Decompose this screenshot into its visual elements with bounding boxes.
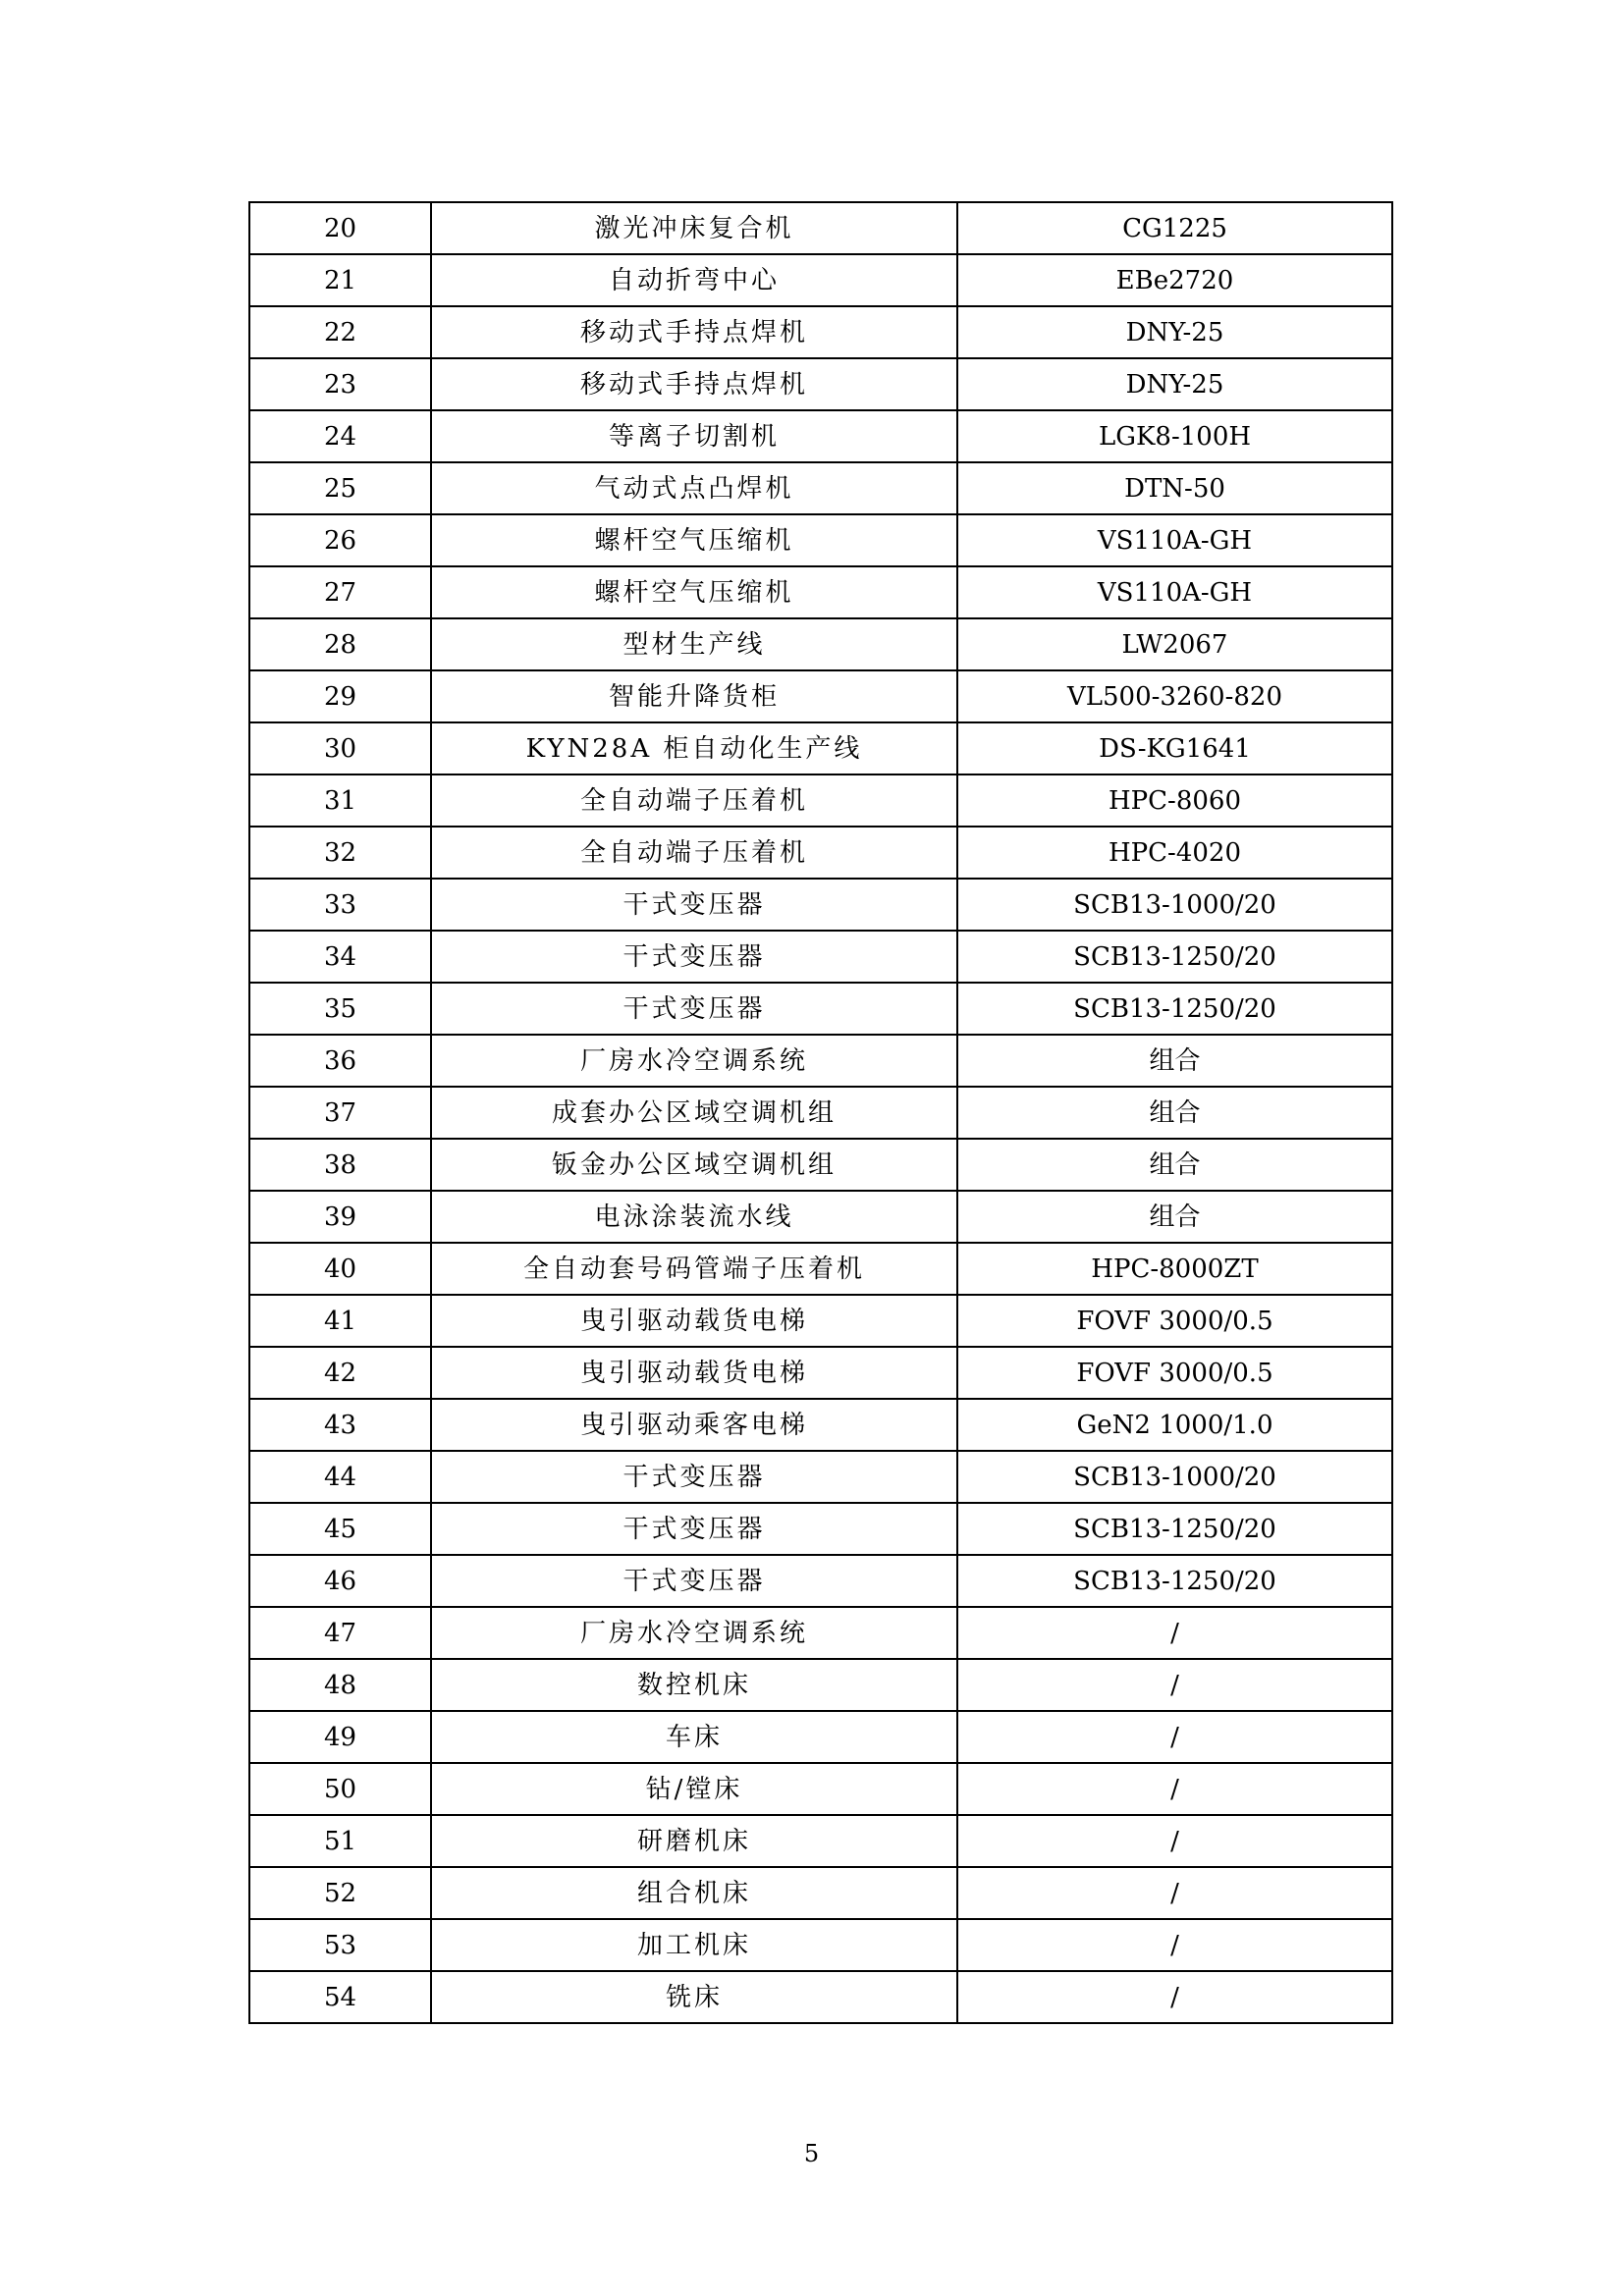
equipment-table-body	[249, 202, 1392, 2023]
equipment-name-cell: 干式变压器	[431, 1451, 957, 1503]
row-number-cell: 23	[249, 358, 431, 410]
model-cell: DNY-25	[957, 358, 1392, 410]
row-number-cell: 33	[249, 879, 431, 931]
equipment-name-cell: 研磨机床	[431, 1815, 957, 1867]
table-row	[249, 462, 1392, 514]
row-number-cell: 35	[249, 983, 431, 1035]
model-cell: VL500-3260-820	[957, 670, 1392, 722]
row-number-cell: 30	[249, 722, 431, 774]
table-row	[249, 1867, 1392, 1919]
row-number-cell: 32	[249, 827, 431, 879]
row-number-cell: 45	[249, 1503, 431, 1555]
table-row	[249, 774, 1392, 827]
model-cell: 组合	[957, 1087, 1392, 1139]
table-row	[249, 1191, 1392, 1243]
equipment-name-cell: 钻/镗床	[431, 1763, 957, 1815]
equipment-name-cell: 干式变压器	[431, 1503, 957, 1555]
row-number-cell: 40	[249, 1243, 431, 1295]
equipment-table	[248, 201, 1393, 2024]
row-number-cell: 22	[249, 306, 431, 358]
model-cell: LGK8-100H	[957, 410, 1392, 462]
table-row	[249, 1815, 1392, 1867]
model-cell: DTN-50	[957, 462, 1392, 514]
table-row	[249, 1035, 1392, 1087]
table-row	[249, 1347, 1392, 1399]
model-cell: /	[957, 1711, 1392, 1763]
table-row	[249, 618, 1392, 670]
equipment-name-cell: 激光冲床复合机	[431, 202, 957, 254]
table-row	[249, 1659, 1392, 1711]
model-cell: DNY-25	[957, 306, 1392, 358]
row-number-cell: 27	[249, 566, 431, 618]
row-number-cell: 50	[249, 1763, 431, 1815]
row-number-cell: 31	[249, 774, 431, 827]
model-cell: CG1225	[957, 202, 1392, 254]
model-cell: /	[957, 1971, 1392, 2023]
table-row	[249, 1711, 1392, 1763]
model-cell: /	[957, 1867, 1392, 1919]
equipment-name-cell: 干式变压器	[431, 931, 957, 983]
row-number-cell: 21	[249, 254, 431, 306]
equipment-name-cell: 干式变压器	[431, 1555, 957, 1607]
equipment-name-cell: 钣金办公区域空调机组	[431, 1139, 957, 1191]
table-row	[249, 1555, 1392, 1607]
model-cell: /	[957, 1815, 1392, 1867]
table-row	[249, 514, 1392, 566]
table-row	[249, 1503, 1392, 1555]
equipment-name-cell: 加工机床	[431, 1919, 957, 1971]
equipment-name-cell: 组合机床	[431, 1867, 957, 1919]
row-number-cell: 47	[249, 1607, 431, 1659]
equipment-name-cell: 等离子切割机	[431, 410, 957, 462]
table-row	[249, 254, 1392, 306]
model-cell: SCB13-1250/20	[957, 1503, 1392, 1555]
model-cell: SCB13-1250/20	[957, 1555, 1392, 1607]
equipment-name-cell: 型材生产线	[431, 618, 957, 670]
row-number-cell: 43	[249, 1399, 431, 1451]
equipment-name-cell: 螺杆空气压缩机	[431, 566, 957, 618]
equipment-name-cell: KYN28A 柜自动化生产线	[431, 722, 957, 774]
equipment-name-cell: 全自动端子压着机	[431, 774, 957, 827]
equipment-name-cell: 厂房水冷空调系统	[431, 1607, 957, 1659]
model-cell: HPC-8000ZT	[957, 1243, 1392, 1295]
model-cell: LW2067	[957, 618, 1392, 670]
table-row	[249, 410, 1392, 462]
model-cell: FOVF 3000/0.5	[957, 1295, 1392, 1347]
row-number-cell: 37	[249, 1087, 431, 1139]
model-cell: /	[957, 1919, 1392, 1971]
row-number-cell: 25	[249, 462, 431, 514]
model-cell: SCB13-1000/20	[957, 879, 1392, 931]
model-cell: EBe2720	[957, 254, 1392, 306]
table-row	[249, 1763, 1392, 1815]
row-number-cell: 20	[249, 202, 431, 254]
table-row	[249, 879, 1392, 931]
table-row	[249, 1607, 1392, 1659]
equipment-name-cell: 铣床	[431, 1971, 957, 2023]
row-number-cell: 46	[249, 1555, 431, 1607]
row-number-cell: 44	[249, 1451, 431, 1503]
table-row	[249, 566, 1392, 618]
table-row	[249, 1919, 1392, 1971]
model-cell: HPC-4020	[957, 827, 1392, 879]
row-number-cell: 36	[249, 1035, 431, 1087]
model-cell: /	[957, 1763, 1392, 1815]
equipment-name-cell: 曳引驱动载货电梯	[431, 1347, 957, 1399]
row-number-cell: 41	[249, 1295, 431, 1347]
equipment-name-cell: 全自动套号码管端子压着机	[431, 1243, 957, 1295]
row-number-cell: 52	[249, 1867, 431, 1919]
equipment-name-cell: 曳引驱动乘客电梯	[431, 1399, 957, 1451]
equipment-name-cell: 移动式手持点焊机	[431, 358, 957, 410]
table-row	[249, 1295, 1392, 1347]
row-number-cell: 34	[249, 931, 431, 983]
table-row	[249, 983, 1392, 1035]
model-cell: 组合	[957, 1035, 1392, 1087]
table-row	[249, 931, 1392, 983]
equipment-name-cell: 螺杆空气压缩机	[431, 514, 957, 566]
row-number-cell: 51	[249, 1815, 431, 1867]
row-number-cell: 29	[249, 670, 431, 722]
row-number-cell: 26	[249, 514, 431, 566]
model-cell: DS-KG1641	[957, 722, 1392, 774]
row-number-cell: 42	[249, 1347, 431, 1399]
model-cell: 组合	[957, 1191, 1392, 1243]
table-row	[249, 1451, 1392, 1503]
row-number-cell: 24	[249, 410, 431, 462]
row-number-cell: 48	[249, 1659, 431, 1711]
equipment-name-cell: 数控机床	[431, 1659, 957, 1711]
model-cell: VS110A-GH	[957, 566, 1392, 618]
table-row	[249, 202, 1392, 254]
table-row	[249, 1087, 1392, 1139]
table-row	[249, 670, 1392, 722]
table-row	[249, 358, 1392, 410]
table-row	[249, 1971, 1392, 2023]
model-cell: GeN2 1000/1.0	[957, 1399, 1392, 1451]
equipment-name-cell: 干式变压器	[431, 983, 957, 1035]
model-cell: 组合	[957, 1139, 1392, 1191]
equipment-name-cell: 智能升降货柜	[431, 670, 957, 722]
model-cell: SCB13-1000/20	[957, 1451, 1392, 1503]
table-row	[249, 306, 1392, 358]
model-cell: SCB13-1250/20	[957, 931, 1392, 983]
model-cell: SCB13-1250/20	[957, 983, 1392, 1035]
equipment-name-cell: 成套办公区域空调机组	[431, 1087, 957, 1139]
row-number-cell: 49	[249, 1711, 431, 1763]
equipment-name-cell: 干式变压器	[431, 879, 957, 931]
model-cell: VS110A-GH	[957, 514, 1392, 566]
row-number-cell: 53	[249, 1919, 431, 1971]
equipment-name-cell: 车床	[431, 1711, 957, 1763]
row-number-cell: 54	[249, 1971, 431, 2023]
equipment-name-cell: 曳引驱动载货电梯	[431, 1295, 957, 1347]
equipment-name-cell: 全自动端子压着机	[431, 827, 957, 879]
equipment-name-cell: 气动式点凸焊机	[431, 462, 957, 514]
model-cell: /	[957, 1659, 1392, 1711]
row-number-cell: 38	[249, 1139, 431, 1191]
table-row	[249, 722, 1392, 774]
equipment-name-cell: 移动式手持点焊机	[431, 306, 957, 358]
table-row	[249, 1243, 1392, 1295]
model-cell: FOVF 3000/0.5	[957, 1347, 1392, 1399]
page-number: 5	[803, 2140, 820, 2167]
model-cell: /	[957, 1607, 1392, 1659]
equipment-name-cell: 自动折弯中心	[431, 254, 957, 306]
row-number-cell: 28	[249, 618, 431, 670]
model-cell: HPC-8060	[957, 774, 1392, 827]
table-row	[249, 1399, 1392, 1451]
table-row	[249, 1139, 1392, 1191]
equipment-name-cell: 厂房水冷空调系统	[431, 1035, 957, 1087]
row-number-cell: 39	[249, 1191, 431, 1243]
equipment-name-cell: 电泳涂装流水线	[431, 1191, 957, 1243]
table-row	[249, 827, 1392, 879]
